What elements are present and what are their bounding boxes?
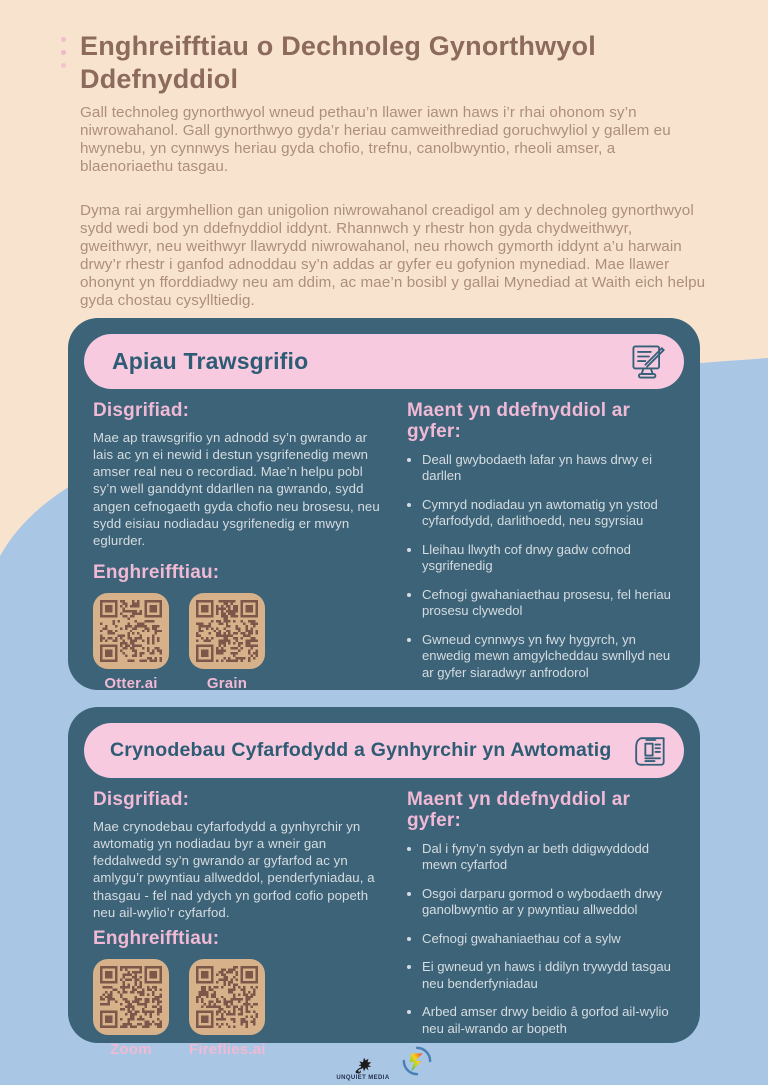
bullet-text: Cefnogi gwahaniaethau cof a sylw — [422, 930, 621, 946]
qr-code — [93, 959, 169, 1035]
bullet-dot — [407, 638, 411, 642]
bullet-dot — [407, 937, 411, 941]
bullet-dot — [407, 548, 411, 552]
bullet-item — [407, 841, 680, 874]
description-text: Mae ap trawsgrifio yn adnodd sy’n gwrando ar lais ac yn ei newid i destun ysgrifenedig mewn amser real neu o recordiad. Mae’n helpu pobl sy’n well ganddynt ddarllen na gwrando, sydd angen cefnogaeth gyda chofio neu brosesu, neu sydd eisiau nodiadau ysgrifenedig er mwyn eglurder. — [93, 429, 380, 548]
bullet-dot — [407, 458, 411, 462]
useful-heading: Maent yn ddefnyddiol ar gyfer: — [407, 400, 631, 442]
bullet-item — [407, 542, 680, 575]
qr-item — [93, 959, 169, 1058]
card-meeting-summaries — [68, 707, 700, 1058]
description-heading: Disgrifiad: — [93, 400, 190, 421]
card-header-pill — [84, 723, 684, 778]
bullet-dot — [407, 1010, 411, 1014]
bullet-dot — [407, 892, 411, 896]
bullet-dot — [407, 593, 411, 597]
description-heading: Disgrifiad: — [93, 789, 190, 810]
rainbow-circle-logo — [402, 1046, 432, 1081]
intro-paragraph-1: Gall technoleg gynorthwyol wneud pethau’n llawer iawn haws i’r rhai ohonom sy’n niwrowahanol. Gall gynorthwyo gyda’r heriau camweithrediad goruchwyliol y gallem eu hwynebu, yn cynnwys heriau gyda chofio, trefnu, canolbwyntio, rheoli amser, a blaenoriaethu tasgau. — [80, 104, 671, 175]
qr-code — [189, 959, 265, 1035]
qr-label: Zoom — [110, 1040, 152, 1058]
card-header-pill — [84, 334, 684, 389]
bullet-list — [407, 841, 680, 1037]
bullet-text: Arbed amser drwy beidio â gorfod ail-wylio neu ail-wrando ar bopeth — [422, 1004, 669, 1036]
bullet-item — [407, 886, 680, 919]
bullet-text: Osgoi darparu gormod o wybodaeth drwy ganolbwyntio ar y pwyntiau allweddol — [422, 885, 663, 918]
qr-code — [189, 593, 265, 669]
examples-heading: Enghreifftiau: — [93, 927, 220, 949]
bullet-text: Deall gwybodaeth lafar yn haws drwy ei darllen — [422, 451, 652, 484]
bullet-item — [407, 931, 680, 947]
qr-code — [93, 593, 169, 669]
bullet-item — [407, 587, 680, 620]
brand-text: UNQUIET MEDIA — [336, 1075, 390, 1081]
bullet-dot — [407, 965, 411, 969]
card-title: Crynodebau Cyfarfodydd a Gynhyrchir yn Awtomatig — [110, 739, 612, 761]
bullet-text: Ei gwneud yn haws i ddilyn trywydd tasgau neu benderfyniadau — [422, 959, 671, 991]
bullet-dot — [407, 503, 411, 507]
bullet-text: Cymryd nodiadau yn awtomatig yn ystod cyfarfodydd, darlithoedd, neu sgyrsiau — [422, 496, 658, 529]
splat-bird-icon — [352, 1055, 374, 1075]
bullet-item — [407, 959, 680, 992]
card-transcription-apps — [68, 318, 700, 690]
bullet-item — [407, 632, 680, 681]
bullet-text: Lleihau llwyth cof drwy gadw cofnod ysgrifenedig — [422, 541, 631, 574]
qr-label: Fireflies.ai — [189, 1040, 266, 1058]
bullet-item — [407, 1004, 680, 1037]
qr-label: Grain — [206, 674, 248, 692]
bullet-dot — [407, 847, 411, 851]
unquiet-media-logo — [336, 1055, 389, 1081]
description-text: Mae crynodebau cyfarfodydd a gynhyrchir yn awtomatig yn nodiadau byr a wneir gan feddalwedd sy’n gwrando ar gyfarfod ac yn amlygu’r pwyntiau allweddol, penderfyniadau, a thasgau - fel nad ydych yn gorfod cofio popeth neu ail-wylio’r cyfarfod. — [93, 818, 375, 920]
intro-paragraph-2: Dyma rai argymhellion gan unigolion niwrowahanol creadigol am y dechnoleg gynorthwyol sydd wedi bod yn ddefnyddiol iddynt. Rhannwch y rhestr hon gyda chydweithwyr, gweithwyr, neu weithwyr llawrydd niwrowahanol, neu rhowch gymorth iddynt a’u harwain drwy’r rhestr i ganfod adnoddau sy’n addas ar gyfer eu gofynion mynediad. Mae llawer ohonynt yn fforddiadwy neu am ddim, ac mae’n bosibl y gallai Mynediad at Waith eich helpu gyda chostau cysylltiedig. — [80, 202, 706, 309]
qr-item — [93, 593, 169, 692]
page-title: Enghreifftiau o Dechnoleg Gynorthwyol Ddefnyddiol — [80, 31, 596, 94]
bullet-item — [407, 452, 680, 485]
bullet-list — [407, 452, 680, 681]
footer — [0, 1046, 768, 1081]
qr-label: Otter.ai — [104, 674, 158, 692]
useful-heading: Maent yn ddefnyddiol ar gyfer: — [407, 789, 631, 831]
qr-item — [189, 593, 265, 692]
examples-heading: Enghreifftiau: — [93, 561, 220, 583]
bullet-text: Gwneud cynnwys yn fwy hygyrch, yn enwedig mewn amgylcheddau swnllyd neu ar gyfer siaradwyr anfrodorol — [422, 631, 671, 680]
bullet-text: Cefnogi gwahaniaethau prosesu, fel heriau prosesu clywedol — [422, 586, 671, 619]
qr-item — [189, 959, 266, 1058]
newspaper-icon — [626, 728, 672, 774]
bullet-item — [407, 497, 680, 530]
monitor-notes-icon — [626, 339, 672, 385]
card-title: Apiau Trawsgrifio — [112, 348, 309, 374]
title-accent-dots — [61, 37, 66, 68]
bullet-text: Dal i fyny’n sydyn ar beth ddigwyddodd mewn cyfarfod — [422, 840, 650, 873]
